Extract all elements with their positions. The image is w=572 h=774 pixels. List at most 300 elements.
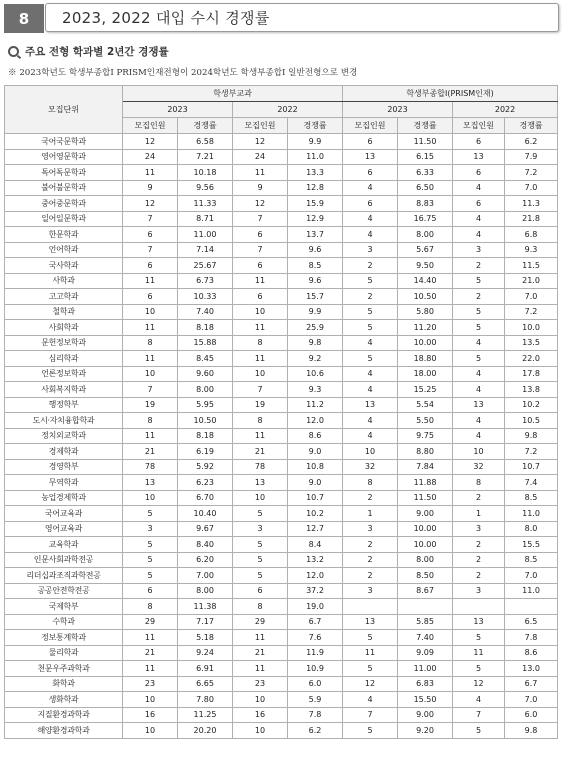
value-cell: 9.20 — [398, 723, 453, 739]
value-cell: 23 — [123, 676, 178, 692]
value-cell: 10.33 — [178, 289, 233, 305]
value-cell: 10 — [123, 692, 178, 708]
value-cell: 5.92 — [178, 459, 233, 475]
dept-cell: 중어중문학과 — [5, 196, 123, 212]
value-cell: 6.2 — [505, 134, 558, 150]
value-cell: 7 — [123, 211, 178, 227]
value-cell: 10.00 — [398, 537, 453, 553]
table-row — [5, 273, 558, 289]
year-header: 2023 — [123, 102, 233, 118]
value-cell: 2 — [343, 258, 398, 274]
value-cell: 7.21 — [178, 149, 233, 165]
value-cell: 6.83 — [398, 676, 453, 692]
value-cell: 6 — [453, 134, 505, 150]
dept-cell: 무역학과 — [5, 475, 123, 491]
value-cell: 7.0 — [505, 289, 558, 305]
value-cell: 9.60 — [178, 366, 233, 382]
value-cell: 11 — [123, 630, 178, 646]
value-cell: 8.40 — [178, 537, 233, 553]
value-cell: 8 — [453, 475, 505, 491]
table-row — [5, 211, 558, 227]
value-cell: 12 — [233, 196, 288, 212]
value-cell: 6 — [123, 289, 178, 305]
table-row — [5, 521, 558, 537]
value-cell — [398, 599, 453, 615]
value-cell: 7.4 — [505, 475, 558, 491]
value-cell: 7.14 — [178, 242, 233, 258]
value-cell: 5.67 — [398, 242, 453, 258]
value-cell: 10.9 — [288, 661, 343, 677]
value-cell: 15.25 — [398, 382, 453, 398]
value-cell: 11.3 — [505, 196, 558, 212]
dept-cell: 해양환경과학과 — [5, 723, 123, 739]
value-cell: 11 — [343, 645, 398, 661]
value-cell: 8.18 — [178, 320, 233, 336]
value-cell: 11.2 — [288, 397, 343, 413]
value-cell: 18.00 — [398, 366, 453, 382]
dept-cell: 수학과 — [5, 614, 123, 630]
value-cell: 7 — [233, 382, 288, 398]
value-cell: 5.85 — [398, 614, 453, 630]
value-cell: 5 — [343, 351, 398, 367]
value-cell: 10 — [233, 366, 288, 382]
dept-cell: 인문사회과학전공 — [5, 552, 123, 568]
value-cell: 10.6 — [288, 366, 343, 382]
table-row — [5, 196, 558, 212]
value-cell — [343, 599, 398, 615]
competition-table — [4, 85, 558, 739]
table-row — [5, 304, 558, 320]
value-cell: 7.0 — [505, 568, 558, 584]
dept-cell: 독어독문학과 — [5, 165, 123, 181]
value-cell: 11.33 — [178, 196, 233, 212]
value-cell: 10 — [233, 490, 288, 506]
value-cell: 9.24 — [178, 645, 233, 661]
table-row — [5, 723, 558, 739]
value-cell: 5.95 — [178, 397, 233, 413]
table-row — [5, 428, 558, 444]
value-cell: 9.9 — [288, 134, 343, 150]
value-cell: 5 — [123, 552, 178, 568]
value-cell: 5 — [123, 506, 178, 522]
value-cell: 8.50 — [398, 568, 453, 584]
value-cell: 3 — [453, 521, 505, 537]
section-number: 8 — [4, 4, 44, 33]
table-row — [5, 165, 558, 181]
section-title: 2023, 2022 대입 수시 경쟁률 — [45, 3, 559, 32]
value-cell: 8.0 — [505, 521, 558, 537]
value-cell: 9 — [233, 180, 288, 196]
value-cell: 7.8 — [505, 630, 558, 646]
value-cell: 5 — [453, 304, 505, 320]
value-cell: 15.5 — [505, 537, 558, 553]
value-cell: 29 — [123, 614, 178, 630]
value-cell: 5 — [343, 320, 398, 336]
value-cell: 13.5 — [505, 335, 558, 351]
group-header-0: 학생부교과 — [123, 86, 343, 102]
value-cell: 9.6 — [288, 242, 343, 258]
value-cell: 2 — [453, 490, 505, 506]
value-cell: 78 — [123, 459, 178, 475]
value-cell: 7.2 — [505, 444, 558, 460]
value-cell: 10.00 — [398, 521, 453, 537]
value-cell: 12.0 — [288, 568, 343, 584]
value-cell: 6 — [123, 227, 178, 243]
col-header: 모집인원 — [123, 118, 178, 134]
value-cell: 7.80 — [178, 692, 233, 708]
value-cell: 9.3 — [288, 382, 343, 398]
dept-cell: 지질환경과학과 — [5, 707, 123, 723]
value-cell: 9.67 — [178, 521, 233, 537]
value-cell: 12 — [123, 134, 178, 150]
value-cell: 6.70 — [178, 490, 233, 506]
table-row — [5, 599, 558, 615]
value-cell: 10.8 — [288, 459, 343, 475]
table-row — [5, 583, 558, 599]
value-cell: 6 — [453, 165, 505, 181]
value-cell: 8.18 — [178, 428, 233, 444]
dept-cell: 사학과 — [5, 273, 123, 289]
value-cell: 8.45 — [178, 351, 233, 367]
value-cell: 8 — [233, 413, 288, 429]
value-cell: 13 — [343, 397, 398, 413]
value-cell: 5 — [343, 304, 398, 320]
table-row — [5, 444, 558, 460]
value-cell: 4 — [453, 227, 505, 243]
value-cell: 8.00 — [178, 583, 233, 599]
table-row — [5, 351, 558, 367]
value-cell: 11.5 — [505, 258, 558, 274]
dept-cell: 물리학과 — [5, 645, 123, 661]
value-cell: 12 — [343, 676, 398, 692]
value-cell: 11.20 — [398, 320, 453, 336]
value-cell: 21.0 — [505, 273, 558, 289]
value-cell: 5.9 — [288, 692, 343, 708]
value-cell: 10.0 — [505, 320, 558, 336]
value-cell: 2 — [343, 552, 398, 568]
value-cell: 6.23 — [178, 475, 233, 491]
value-cell: 21 — [123, 645, 178, 661]
value-cell: 6.15 — [398, 149, 453, 165]
value-cell: 2 — [453, 258, 505, 274]
section-header — [4, 3, 559, 34]
value-cell: 10.2 — [505, 397, 558, 413]
value-cell: 15.50 — [398, 692, 453, 708]
value-cell: 7.8 — [288, 707, 343, 723]
table-row — [5, 382, 558, 398]
col-header: 모집인원 — [233, 118, 288, 134]
value-cell: 6.58 — [178, 134, 233, 150]
value-cell: 9.09 — [398, 645, 453, 661]
table-row — [5, 475, 558, 491]
value-cell: 6 — [233, 227, 288, 243]
value-cell — [505, 599, 558, 615]
value-cell: 11 — [453, 645, 505, 661]
value-cell: 13 — [453, 614, 505, 630]
table-row — [5, 537, 558, 553]
value-cell: 9.0 — [288, 444, 343, 460]
dept-cell: 경제학과 — [5, 444, 123, 460]
value-cell: 11.0 — [505, 506, 558, 522]
value-cell: 7.00 — [178, 568, 233, 584]
value-cell: 20.20 — [178, 723, 233, 739]
table-row — [5, 289, 558, 305]
value-cell: 4 — [343, 227, 398, 243]
value-cell: 13 — [343, 149, 398, 165]
value-cell: 13 — [453, 149, 505, 165]
dept-cell: 고고학과 — [5, 289, 123, 305]
value-cell: 8 — [123, 599, 178, 615]
dept-cell: 문헌정보학과 — [5, 335, 123, 351]
table-row — [5, 258, 558, 274]
value-cell: 2 — [343, 537, 398, 553]
value-cell: 7 — [123, 382, 178, 398]
value-cell: 4 — [343, 335, 398, 351]
value-cell: 15.7 — [288, 289, 343, 305]
value-cell: 8.00 — [398, 552, 453, 568]
value-cell: 2 — [453, 552, 505, 568]
value-cell: 6.7 — [505, 676, 558, 692]
value-cell: 10.00 — [398, 335, 453, 351]
value-cell: 9.00 — [398, 506, 453, 522]
value-cell: 13.0 — [505, 661, 558, 677]
value-cell: 3 — [343, 521, 398, 537]
value-cell: 5 — [233, 537, 288, 553]
col-header: 경쟁률 — [398, 118, 453, 134]
value-cell: 16 — [233, 707, 288, 723]
value-cell: 21 — [233, 444, 288, 460]
table-row — [5, 227, 558, 243]
col-header: 경쟁률 — [505, 118, 558, 134]
value-cell: 5 — [233, 568, 288, 584]
value-cell: 6 — [233, 258, 288, 274]
value-cell: 24 — [123, 149, 178, 165]
value-cell: 6 — [343, 165, 398, 181]
value-cell: 6.65 — [178, 676, 233, 692]
value-cell: 12.7 — [288, 521, 343, 537]
value-cell: 4 — [343, 413, 398, 429]
value-cell: 25.67 — [178, 258, 233, 274]
value-cell: 2 — [343, 289, 398, 305]
value-cell: 12.0 — [288, 413, 343, 429]
value-cell: 4 — [453, 692, 505, 708]
value-cell: 6 — [343, 134, 398, 150]
value-cell: 9.56 — [178, 180, 233, 196]
value-cell: 6 — [343, 196, 398, 212]
value-cell: 13.2 — [288, 552, 343, 568]
value-cell: 8.5 — [505, 490, 558, 506]
dept-cell: 농업경제학과 — [5, 490, 123, 506]
dept-cell: 영어영문학과 — [5, 149, 123, 165]
dept-cell: 생화학과 — [5, 692, 123, 708]
value-cell: 32 — [453, 459, 505, 475]
value-cell: 11.9 — [288, 645, 343, 661]
dept-cell: 일어일문학과 — [5, 211, 123, 227]
col-header: 모집인원 — [343, 118, 398, 134]
value-cell: 13 — [343, 614, 398, 630]
value-cell: 5 — [343, 630, 398, 646]
value-cell: 2 — [343, 568, 398, 584]
col-header: 모집인원 — [453, 118, 505, 134]
value-cell: 14.40 — [398, 273, 453, 289]
col-header: 경쟁률 — [178, 118, 233, 134]
value-cell: 13.3 — [288, 165, 343, 181]
value-cell: 2 — [343, 490, 398, 506]
dept-cell: 정치외교학과 — [5, 428, 123, 444]
value-cell: 10 — [453, 444, 505, 460]
value-cell: 13.8 — [505, 382, 558, 398]
value-cell: 11 — [123, 273, 178, 289]
value-cell: 21 — [233, 645, 288, 661]
value-cell: 6.7 — [288, 614, 343, 630]
table-row — [5, 614, 558, 630]
value-cell: 4 — [343, 180, 398, 196]
value-cell: 9.00 — [398, 707, 453, 723]
value-cell: 11 — [233, 428, 288, 444]
value-cell: 8.00 — [178, 382, 233, 398]
value-cell: 5.54 — [398, 397, 453, 413]
value-cell: 15.88 — [178, 335, 233, 351]
value-cell: 5 — [343, 723, 398, 739]
value-cell: 12 — [123, 196, 178, 212]
value-cell: 10 — [343, 444, 398, 460]
value-cell: 8.5 — [505, 552, 558, 568]
value-cell: 10.50 — [398, 289, 453, 305]
value-cell: 5 — [453, 273, 505, 289]
value-cell: 2 — [453, 568, 505, 584]
dept-cell: 화학과 — [5, 676, 123, 692]
dept-cell: 국제학부 — [5, 599, 123, 615]
value-cell: 8.4 — [288, 537, 343, 553]
value-cell: 3 — [123, 521, 178, 537]
magnifier-icon — [8, 46, 19, 57]
value-cell: 25.9 — [288, 320, 343, 336]
value-cell: 4 — [453, 382, 505, 398]
value-cell: 10 — [123, 366, 178, 382]
value-cell: 24 — [233, 149, 288, 165]
value-cell: 3 — [453, 242, 505, 258]
value-cell: 6.50 — [398, 180, 453, 196]
value-cell: 10.7 — [505, 459, 558, 475]
value-cell: 5 — [453, 320, 505, 336]
value-cell: 3 — [343, 583, 398, 599]
value-cell: 11.0 — [505, 583, 558, 599]
value-cell: 12.8 — [288, 180, 343, 196]
value-cell: 9 — [123, 180, 178, 196]
value-cell: 5 — [233, 552, 288, 568]
value-cell: 8 — [233, 335, 288, 351]
value-cell: 7 — [123, 242, 178, 258]
table-body — [5, 134, 558, 739]
value-cell: 4 — [453, 211, 505, 227]
value-cell: 9.2 — [288, 351, 343, 367]
value-cell: 6.2 — [288, 723, 343, 739]
value-cell: 10 — [123, 723, 178, 739]
value-cell: 7.0 — [505, 692, 558, 708]
value-cell: 11.0 — [288, 149, 343, 165]
value-cell: 10 — [123, 490, 178, 506]
value-cell: 5 — [453, 351, 505, 367]
value-cell: 11.38 — [178, 599, 233, 615]
value-cell: 16.75 — [398, 211, 453, 227]
subheading-text: 주요 전형 학과별 2년간 경쟁률 — [25, 45, 169, 58]
value-cell: 6.5 — [505, 614, 558, 630]
value-cell: 78 — [233, 459, 288, 475]
dept-cell: 사회복지학과 — [5, 382, 123, 398]
value-cell: 11.25 — [178, 707, 233, 723]
value-cell: 10.40 — [178, 506, 233, 522]
value-cell: 7.40 — [178, 304, 233, 320]
subheading — [8, 44, 169, 58]
value-cell: 8.6 — [288, 428, 343, 444]
value-cell: 13 — [453, 397, 505, 413]
value-cell: 11 — [233, 273, 288, 289]
value-cell: 8.83 — [398, 196, 453, 212]
value-cell: 3 — [233, 521, 288, 537]
value-cell: 5 — [343, 273, 398, 289]
dept-cell: 불어불문학과 — [5, 180, 123, 196]
value-cell: 7 — [233, 242, 288, 258]
value-cell: 4 — [453, 335, 505, 351]
value-cell: 7.17 — [178, 614, 233, 630]
value-cell: 10.50 — [178, 413, 233, 429]
value-cell: 19 — [123, 397, 178, 413]
value-cell: 11.50 — [398, 134, 453, 150]
value-cell: 4 — [453, 413, 505, 429]
value-cell: 3 — [453, 583, 505, 599]
group-header-1: 학생부종합Ⅰ(PRISM인재) — [343, 86, 558, 102]
value-cell: 6.0 — [288, 676, 343, 692]
value-cell: 5.80 — [398, 304, 453, 320]
dept-cell: 정보통계학과 — [5, 630, 123, 646]
value-cell: 1 — [343, 506, 398, 522]
value-cell: 11 — [123, 351, 178, 367]
value-cell: 11.00 — [398, 661, 453, 677]
value-cell: 7 — [233, 211, 288, 227]
value-cell: 9.50 — [398, 258, 453, 274]
dept-cell: 천문우주과학과 — [5, 661, 123, 677]
dept-cell: 국사학과 — [5, 258, 123, 274]
table-row — [5, 661, 558, 677]
table-row — [5, 552, 558, 568]
value-cell: 13 — [123, 475, 178, 491]
value-cell: 21 — [123, 444, 178, 460]
value-cell: 13.7 — [288, 227, 343, 243]
dept-cell: 교육학과 — [5, 537, 123, 553]
value-cell: 8.6 — [505, 645, 558, 661]
value-cell: 6 — [123, 258, 178, 274]
value-cell: 8.80 — [398, 444, 453, 460]
value-cell: 4 — [453, 428, 505, 444]
dept-cell: 행정학부 — [5, 397, 123, 413]
table-row — [5, 366, 558, 382]
value-cell: 10.18 — [178, 165, 233, 181]
value-cell: 7.9 — [505, 149, 558, 165]
value-cell: 4 — [343, 692, 398, 708]
value-cell: 16 — [123, 707, 178, 723]
dept-cell: 사회학과 — [5, 320, 123, 336]
table-row — [5, 413, 558, 429]
value-cell: 37.2 — [288, 583, 343, 599]
value-cell: 11.88 — [398, 475, 453, 491]
table-row — [5, 568, 558, 584]
value-cell: 4 — [453, 180, 505, 196]
value-cell: 22.0 — [505, 351, 558, 367]
value-cell: 12 — [453, 676, 505, 692]
value-cell: 11 — [233, 630, 288, 646]
value-cell: 6.73 — [178, 273, 233, 289]
value-cell: 11 — [233, 351, 288, 367]
